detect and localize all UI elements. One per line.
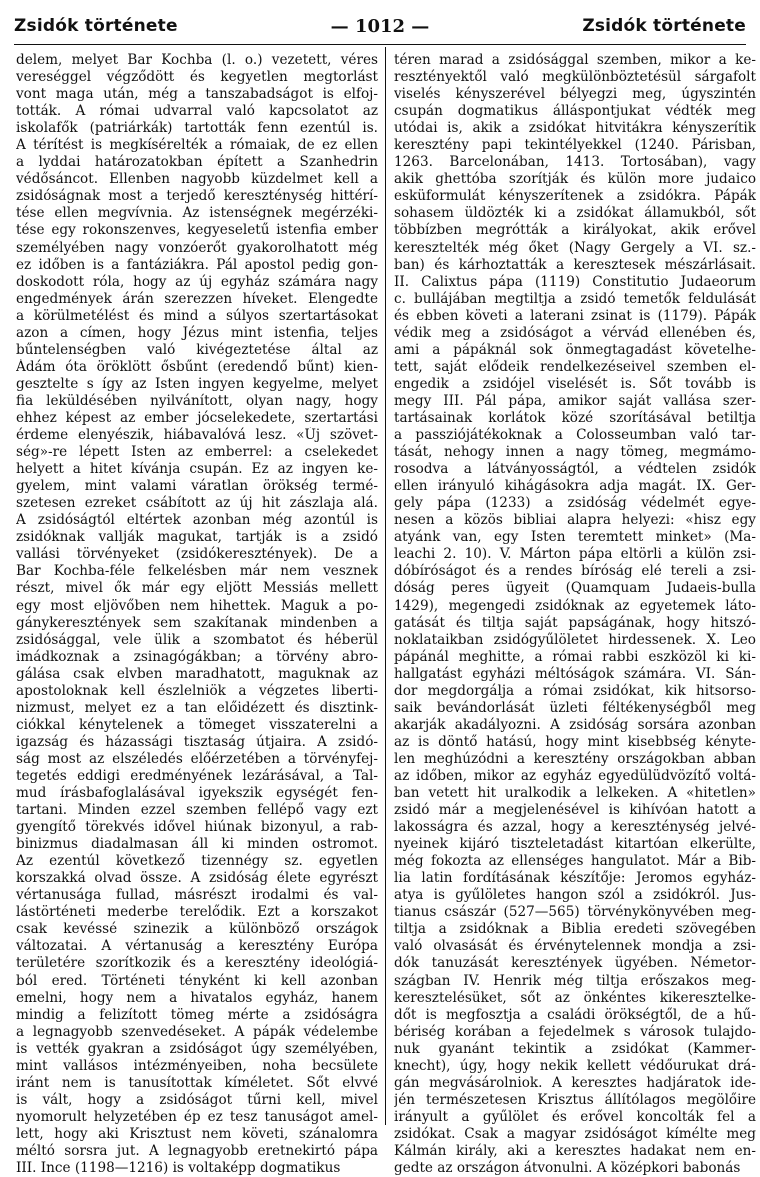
text-line: szetesen ezreket csábított az új hit zászlaja alá. — [16, 495, 378, 512]
text-line: megy III. Pál pápa, amikor saját vallása szer- — [394, 392, 756, 409]
text-line: részt, mivel ők már egy eljött Messiás mellett — [16, 580, 378, 597]
text-line: tett, saját elődeik rendelkezéseivel szemben el- — [394, 358, 756, 375]
text-line: tése egy rokonszenves, kegyeseletű istenfia ember — [16, 222, 378, 239]
text-line: való olvasását és érvénytelennek mondja a zsi- — [394, 938, 756, 955]
text-line: gesztelte s így az Isten ingyen kegyelme, melyet — [16, 375, 378, 392]
text-line: noklataikban zsidógyűlöletet hirdessenek. X. Leo — [394, 631, 756, 648]
text-line: zsidókat. Csak a magyar zsidóságot kímélte meg — [394, 1125, 756, 1142]
text-line: leachi 2. 10). V. Márton pápa eltörli a külön zsi- — [394, 546, 756, 563]
column-divider — [385, 47, 386, 1125]
text-line: esküformulát kényszerítenek a zsidókra. Pápák — [394, 188, 756, 205]
text-line: gyengítő törekvés idővel hiúnak bizonyul, a rab- — [16, 819, 378, 836]
text-line: rosodva a látványosságtól, a védtelen zsidók — [394, 461, 756, 478]
text-line: 1429), megengedi zsidóknak az egyetemek láto- — [394, 597, 756, 614]
text-line: zsidósággal, vele ülik a szombatot és héberül — [16, 631, 378, 648]
text-line: emelni, hogy nem a hivatalos egyház, hanem — [16, 989, 378, 1006]
text-line: ez időben is a fantáziákra. Pál apostol pedig gon- — [16, 256, 378, 273]
text-line: a legnagyobb szenvedéseket. A pápák védelembe — [16, 1023, 378, 1040]
text-line: ból ered. Történeti tényként ki kell azonban — [16, 972, 378, 989]
text-line: változatai. A vértanuság a keresztény Európa — [16, 938, 378, 955]
text-line: engedik a zsidójel viselését is. Sőt tovább is — [394, 375, 756, 392]
text-line: apostoloknak kell észlelniök a végzetes liberti- — [16, 682, 378, 699]
text-line: engedmények árán szerezzen híveket. Elengedte — [16, 290, 378, 307]
text-line: sohasem üldözték ki a zsidókat államukból, sőt — [394, 205, 756, 222]
text-line: gedte az országon átvonulni. A középkori babonás — [394, 1160, 741, 1177]
text-line: Kálmán király, aki a keresztes hadakat nem en- — [394, 1143, 756, 1159]
text-line: is vált, hogy a zsidóságot tűrni kell, mivel — [16, 1091, 378, 1108]
text-line: korszakká olvad össze. A zsidóság élete egyrészt — [16, 870, 378, 887]
text-line: azon a címen, hogy Jézus mint istenfia, teljes — [16, 324, 378, 341]
text-line: viselés kényszerével bélyegzi meg, úgyszintén — [394, 86, 756, 103]
text-line: dőt is megfosztja a családi örökségtől, de a hű- — [394, 1006, 756, 1023]
text-line: Bar Kochba-féle felkelésben már nem vesznek — [16, 563, 378, 580]
text-line: keresztelésüket, sőt az önkéntes kikeresztelke- — [394, 989, 756, 1006]
text-line: méltó sorsra jut. A legnagyobb eretnekirtó pápa — [16, 1143, 378, 1159]
text-line: személyében nagy vonzóerőt gyakorolhatott még — [16, 239, 378, 256]
text-line: lett, hogy aki Krisztust nem követi, szánalomra — [16, 1125, 378, 1142]
text-line: gálása csak elvben maradhatott, maguknak az — [16, 665, 378, 682]
text-line: vont maga után, még a tanszabadságot is elfoj- — [16, 86, 378, 103]
text-line: utódai is, akik a zsidókat hitvitákra kényszerítik — [394, 120, 756, 137]
text-line: ehhez képest az ember jócselekedete, szertartási — [16, 409, 378, 426]
text-line: iránt nem is tanusítottak kíméletet. Sőt elvvé — [16, 1074, 378, 1091]
text-line: nyomorult helyzetében ép ez tesz tanuságot amel- — [16, 1108, 378, 1125]
text-line: II. Calixtus pápa (1119) Constitutio Judaeorum — [394, 273, 756, 290]
text-line: fia leküldésében nyilvánított, olyan nagy, hogy — [16, 392, 378, 409]
text-line: tását, nehogy innen a nagy tömeg, megmámo- — [394, 444, 756, 461]
text-line: tegetés eddigi eredményének lezárásával, a Tal- — [16, 767, 378, 784]
text-line: akarják akadályozni. A zsidóság sorsára azonban — [394, 716, 756, 733]
text-line: A zsidóságtól eltértek azonban még azontúl is — [16, 512, 378, 529]
text-line: tiltja a zsidóknak a Biblia eredeti szövegében — [394, 921, 756, 938]
text-line: dor megdorgálja a római zsidókat, kik hitsorso- — [394, 682, 756, 699]
text-line: a körülmetélést és mind a súlyos szertartásokat — [16, 307, 378, 324]
text-line: az időben, mikor az egyház egyedülüdvözítő voltá- — [394, 767, 756, 784]
text-line: csupán dogmatikus álláspontjukat védték meg — [394, 103, 756, 120]
text-line: zsidóknak vallják magukat, tartják is a zsidó — [16, 529, 378, 546]
header-title-right: Zsidók története — [582, 16, 746, 36]
text-line: gánykeresztények sem szakítanak mindenben a — [16, 614, 378, 631]
text-line: mint vallásos intézményeiben, noha becsülete — [16, 1057, 378, 1074]
text-line: vallási törvényeket (zsidókeresztények). De a — [16, 546, 378, 563]
text-line: zsidó már a megjelenésével is kihívóan hatott a — [394, 802, 756, 819]
text-line: ban vetett hit uralkodik a lelkeken. A «hitetlen» — [394, 785, 756, 802]
text-line: ellen irányuló kihágásokra adja magát. IX. Ger- — [394, 478, 756, 495]
text-line: iskolafők (patriárkák) tartották fenn ezentúl is. — [16, 120, 378, 137]
text-line: vértanusága fullad, másrészt irodalmi és val- — [16, 887, 378, 904]
left-text-column — [16, 52, 378, 1177]
text-line: helyett a hitet kívánja csupán. Ez az ingyen ke- — [16, 461, 378, 478]
text-line: tartásainak korlátok közé szorításával betiltja — [394, 409, 756, 426]
text-line: igazság és házassági tisztaság útjaira. A zsidó- — [16, 733, 378, 750]
text-line: gyelem, mint valami váratlan örökség termé- — [16, 478, 378, 495]
text-line: knecht), úgy, hogy nekik kellett védőurukat drá- — [394, 1057, 756, 1074]
text-line: imádkoznak a zsinagógákban; a törvény abro- — [16, 648, 378, 665]
text-line: len meghúzódni a keresztény országokban abban — [394, 750, 756, 767]
text-line: lástörténeti mederbe terelődik. Ezt a korszakot — [16, 904, 378, 921]
text-line: gán megvásárolniok. A keresztes hadjáratok ide- — [394, 1074, 756, 1091]
text-line: tianus császár (527—565) törvénykönyvében meg- — [394, 904, 756, 921]
text-line: tése ellen megvívnia. Az istenségnek megérzéki- — [16, 205, 378, 222]
text-line: irányult a gyűlölet és erővel koncolták fel a — [394, 1108, 756, 1125]
text-line: atyánk van, egy Isten teremtett minket» (Ma- — [394, 529, 756, 546]
text-line: vereséggel végződött és kegyetlen megtorlást — [16, 69, 378, 86]
text-line: atya is gyűlöletes hangon szól a zsidókról. Jus- — [394, 887, 756, 904]
text-line: érdeme elenyészik, hiábavalóvá lesz. «Új szövet- — [16, 427, 378, 444]
text-line: akik ghettóba szorítják és külön more judaico — [394, 171, 756, 188]
text-line: szágban IV. Henrik még tiltja erőszakos meg- — [394, 972, 756, 989]
text-line: az is döntő hatású, hogy mint kisebbség kényte- — [394, 733, 756, 750]
text-line: ság most az elszéledés előérzetében a törvényfej- — [16, 750, 378, 767]
text-line: nizmust, melyet ez a tan előidézett és disztink- — [16, 699, 378, 716]
text-line: ség»-re lépett Isten az emberrel: a cselekedet — [16, 444, 378, 461]
text-line: ban) és kárhoztatták a keresztesek mészárlásait. — [394, 256, 756, 273]
text-line: dók tanuzását keresztények ügyében. Németor- — [394, 955, 756, 972]
header-title-left: Zsidók története — [14, 16, 178, 36]
text-line: 1263. Barcelonában, 1413. Tortosában), vagy — [394, 154, 756, 171]
text-line: lakosságra és azzal, hogy a kereszténység jelvé- — [394, 819, 756, 836]
page-number: — 1012 — — [330, 16, 430, 37]
text-line: keresztelték még őket (Nagy Gergely a VI. sz.- — [394, 239, 756, 256]
running-header — [14, 16, 746, 40]
text-line: egy most eljövőben nem hihettek. Maguk a po- — [16, 597, 378, 614]
text-line: tartani. Minden ezzel szemben fellépő vagy ezt — [16, 802, 378, 819]
text-line: dóság peres ügyeit (Quamquam Judaeis-bulla — [394, 580, 756, 597]
text-line: pápánál meghitte, a római rabbi eszközöl ki ki- — [394, 648, 756, 665]
text-line: lia latin fordításának készítője: Jeromos egyház- — [394, 870, 756, 887]
text-line: téren marad a zsidósággal szemben, mikor a ke- — [394, 52, 756, 68]
text-line: resztényektől való megkülönböztetésül sárgafolt — [394, 69, 756, 86]
text-line: gatását és tiltja saját papságának, hogy hitszó- — [394, 614, 756, 631]
text-line: jén természetesen Krisztus állítólagos megölőire — [394, 1091, 756, 1108]
header-rule — [14, 44, 746, 45]
text-line: saik bevándorlását üzleti féltékenységből meg — [394, 699, 756, 716]
text-line: ciókkal kénytelenek a tömeget visszaterelni a — [16, 716, 378, 733]
text-line: csak kevéssé szinezik a különböző országok — [16, 921, 378, 938]
text-line: A térítést is megkísérelték a rómaiak, de ez ellen — [16, 137, 378, 154]
text-line: nesen a közös bibliai alapra helyezi: «hisz egy — [394, 512, 756, 529]
text-line: védik meg a zsidóságot a vérvád ellenében és, — [394, 324, 756, 341]
text-line: mindig a felizított tömeg mérte a zsidóságra — [16, 1006, 378, 1023]
text-line: bűntelenségben való kivégeztetése által az — [16, 341, 378, 358]
text-line: még fokozta az ellenséges hangulatot. Már a Bib- — [394, 853, 756, 870]
text-line: zsidóságnak most a terjedő kereszténység hittérí- — [16, 188, 378, 205]
text-line: hallgatást egyházi méltóságok számára. VI. Sán- — [394, 665, 756, 682]
text-line: és ebben követi a laterani zsinat is (1179). Pápák — [394, 307, 756, 324]
text-line: mud írásbafoglalásával igyekszik egységét fen- — [16, 785, 378, 802]
text-line: delem, melyet Bar Kochba (l. o.) vezetett, véres — [16, 52, 378, 68]
text-line: binizmus diadalmasan áll ki minden ostromot. — [16, 836, 378, 853]
text-line: keresztény papi tekintélyekkel (1240. Párisban, — [394, 137, 756, 154]
text-line: tották. A római udvarral való kapcsolatot az — [16, 103, 378, 120]
text-line: a lyddai határozatokban épített a Szanhedrin — [16, 154, 378, 171]
text-line: területére szorítkozik és a keresztény ideológiá- — [16, 955, 378, 972]
text-line: c. bullájában megtiltja a zsidó temetők feldulását — [394, 290, 756, 307]
text-line: többízben megrótták a királyokat, akik erővel — [394, 222, 756, 239]
right-text-column — [394, 52, 756, 1177]
text-line: nuk gyanánt tekintik a zsidókat (Kammer- — [394, 1040, 756, 1057]
text-line: nyeinek kijáró tiszteletadást kitartóan elkerülte, — [394, 836, 756, 853]
text-line: bériség korában a fejedelmek s városok tulajdo- — [394, 1023, 756, 1040]
text-line: Az ezentúl következő tizennégy sz. egyetlen — [16, 853, 378, 870]
text-line: III. Ince (1198—1216) is voltaképp dogmatikus — [16, 1160, 341, 1177]
text-line: is vették gyakran a zsidóságot úgy személyében, — [16, 1040, 378, 1057]
text-line: gely pápa (1233) a zsidóság védelmét egye- — [394, 495, 756, 512]
text-line: védősáncot. Ellenben nagyobb küzdelmet kell a — [16, 171, 378, 188]
text-line: a passziójátékoknak a Colosseumban való tar- — [394, 427, 756, 444]
text-line: Ádám óta öröklött ősbűnt (eredendő bűnt) kien- — [16, 358, 378, 375]
text-line: doskodott róla, hogy az új egyház számára nagy — [16, 273, 378, 290]
text-line: ami a pápáknál sok önmegtagadást követelhe- — [394, 341, 756, 358]
text-line: dóbíróságot és a rendes bíróság elé tereli a zsi- — [394, 563, 756, 580]
